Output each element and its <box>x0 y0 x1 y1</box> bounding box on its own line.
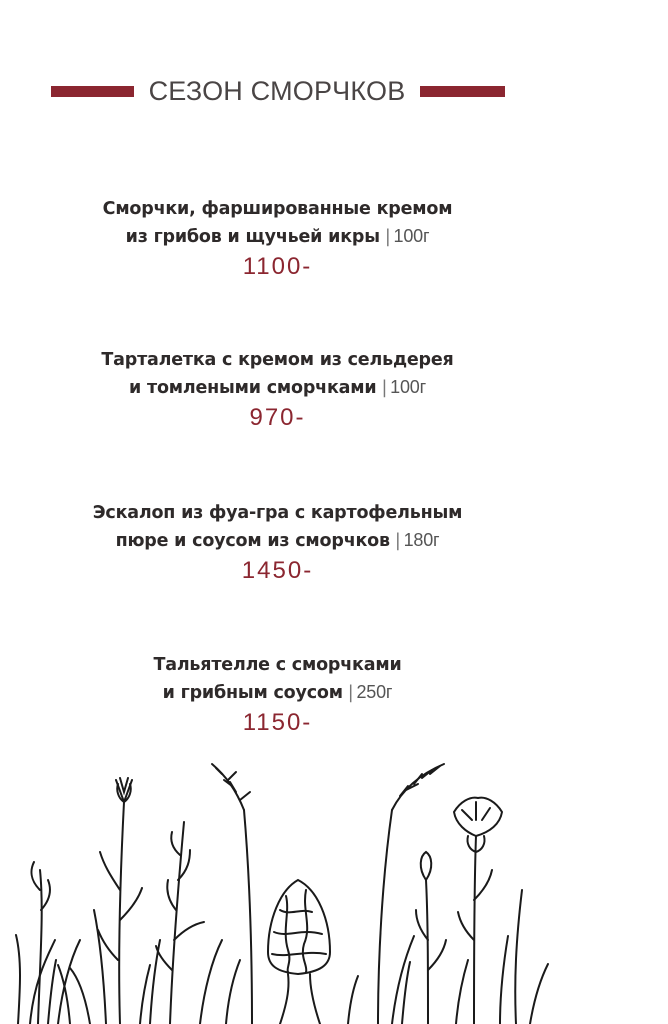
header-bar-left <box>51 86 134 97</box>
menu-item <box>0 652 555 737</box>
wheat-right-icon <box>378 764 444 1024</box>
dish-name-line2 <box>0 679 555 707</box>
sprig-icon <box>140 822 222 1024</box>
dish-price: 1100- <box>242 253 313 280</box>
dish-name-text: и грибным соусом <box>162 683 343 703</box>
menu-item <box>0 196 555 281</box>
dish-name-line2 <box>0 374 555 402</box>
dish-name-line1: Эскалоп из фуа-гра с картофельным <box>92 503 463 523</box>
weight-separator: | <box>394 531 401 551</box>
dish-weight: 250г <box>356 682 393 702</box>
weight-separator: | <box>384 227 391 247</box>
dish-name-line2 <box>0 527 555 555</box>
dish-name-text: из грибов и щучьей икры <box>125 227 380 247</box>
dish-weight: 180г <box>403 530 440 550</box>
dish-price: 1150- <box>242 709 313 736</box>
dish-name-line2 <box>0 223 555 251</box>
dish-name-line1: Сморчки, фаршированные кремом <box>102 199 453 219</box>
bud-icon <box>416 852 446 1024</box>
cornflower-left-icon <box>94 778 142 1024</box>
dish-weight: 100г <box>393 226 430 246</box>
dish-name-text: и томлеными сморчками <box>129 378 377 398</box>
dish-name-line1: Тальятелле с сморчками <box>153 655 402 675</box>
grass-left-icon <box>16 862 90 1024</box>
grass-right-icon <box>500 890 548 1024</box>
dish-price: 970- <box>249 404 306 431</box>
cornflower-right-icon <box>454 798 502 1024</box>
wild-plants-illustration <box>0 740 668 1024</box>
weight-separator: | <box>381 378 388 398</box>
dish-price: 1450- <box>241 557 314 584</box>
section-title: СЕЗОН СМОРЧКОВ <box>148 76 406 106</box>
menu-item <box>0 347 555 432</box>
dish-name-text: пюре и соусом из сморчков <box>115 531 390 551</box>
menu-item <box>0 500 555 585</box>
section-header <box>0 74 668 110</box>
dish-name-line1: Тарталетка с кремом из сельдерея <box>101 350 454 370</box>
wheat-center-icon <box>212 764 252 1024</box>
header-bar-right <box>420 86 505 97</box>
dish-weight: 100г <box>390 377 426 397</box>
morel-mushroom-icon <box>268 880 358 1024</box>
weight-separator: | <box>347 683 354 703</box>
